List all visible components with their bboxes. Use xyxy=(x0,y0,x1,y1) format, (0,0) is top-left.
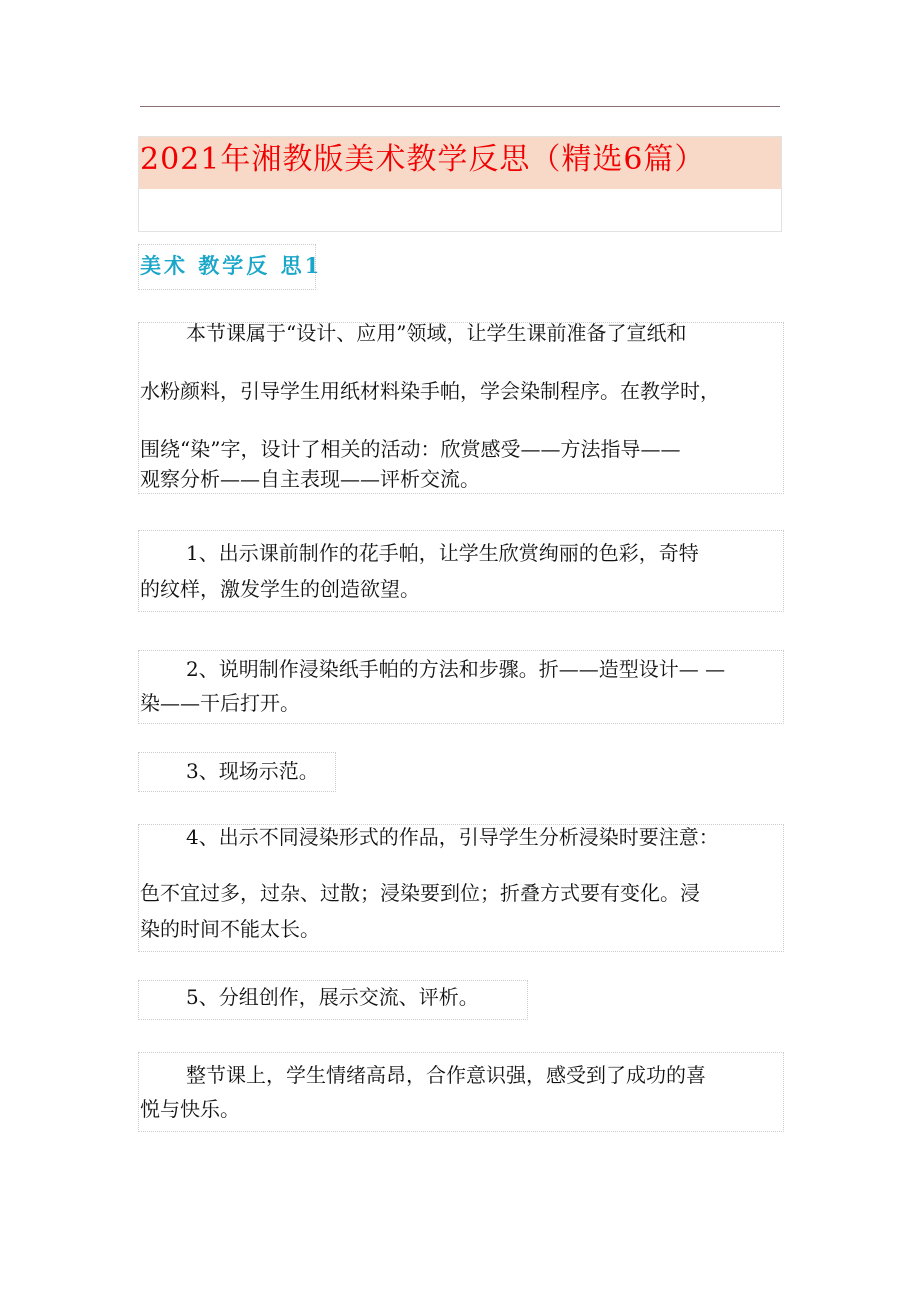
paragraph-line: 悦与快乐。 xyxy=(140,1097,240,1121)
paragraph-line: 的纹样，激发学生的创造欲望。 xyxy=(140,577,420,601)
paragraph xyxy=(140,814,719,952)
paragraph xyxy=(140,310,720,502)
section-heading: 美术 教学反 思1 xyxy=(140,253,323,278)
paragraph xyxy=(140,748,319,794)
document-title: 2021年湘教版美术教学反思（精选6篇） xyxy=(140,142,706,177)
paragraph-line: 色不宜过多，过杂、过散；浸染要到位；折叠方式要有变化。浸 xyxy=(140,881,700,905)
paragraph xyxy=(140,974,479,1020)
header-divider xyxy=(140,106,780,107)
paragraph-line: 2、说明制作浸染纸手帕的方法和步骤。折——造型设计— — xyxy=(186,657,726,681)
paragraph-line: 4、出示不同浸染形式的作品，引导学生分析浸染时要注意： xyxy=(186,825,719,849)
paragraph xyxy=(140,1052,706,1132)
paragraph-line: 观察分析——自主表现——评析交流。 xyxy=(140,467,480,491)
paragraph-line: 3、现场示范。 xyxy=(186,759,319,783)
paragraph-line: 围绕“染”字，设计了相关的活动：欣赏感受——方法指导—— xyxy=(140,437,681,461)
paragraph xyxy=(140,646,725,726)
paragraph-line: 本节课属于“设计、应用”领域，让学生课前准备了宣纸和 xyxy=(186,321,687,345)
paragraph-line: 5、分组创作，展示交流、评析。 xyxy=(186,985,479,1009)
paragraph-line: 整节课上，学生情绪高昂，合作意识强，感受到了成功的喜 xyxy=(186,1063,706,1087)
paragraph-line: 1、出示课前制作的花手帕，让学生欣赏绚丽的色彩，奇特 xyxy=(186,541,699,565)
paragraph-line: 染——干后打开。 xyxy=(140,691,300,715)
paragraph-line: 水粉颜料，引导学生用纸材料染手帕，学会染制程序。在教学时， xyxy=(140,379,720,403)
paragraph-line: 染的时间不能太长。 xyxy=(140,917,320,941)
paragraph xyxy=(140,530,699,612)
